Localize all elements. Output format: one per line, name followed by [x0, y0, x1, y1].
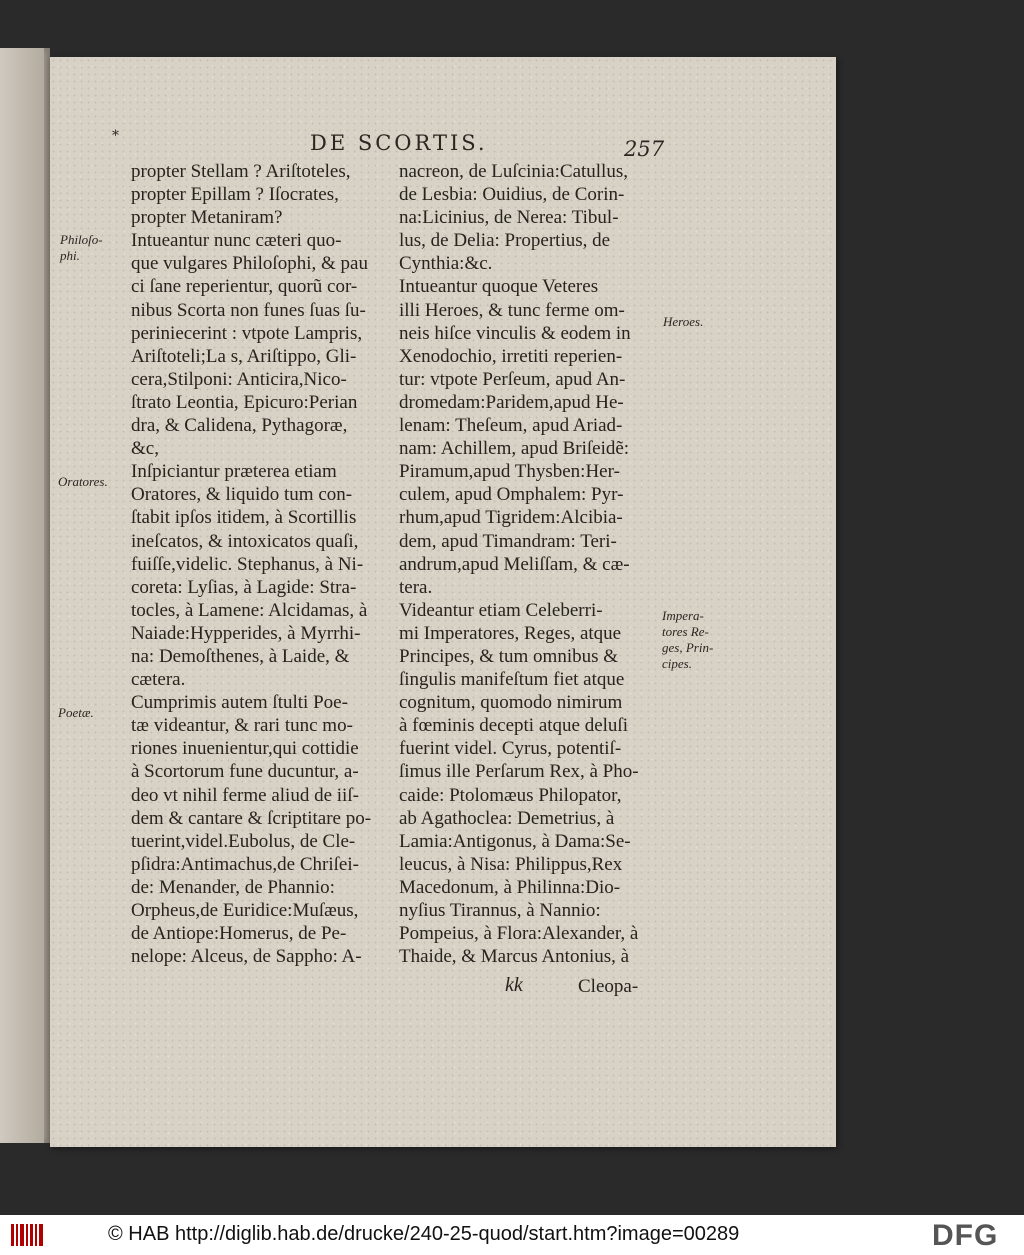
text-line: cognitum, quomodo nimirum [399, 692, 623, 714]
text-line: Oratores, & liquido tum con- [131, 484, 353, 506]
text-line: Intueantur quoque Veteres [399, 276, 599, 298]
text-line: propter Stellam ? Ariſtoteles, [131, 161, 351, 182]
text-line: propter Metaniram? [131, 207, 283, 229]
page-number: 257 [624, 137, 665, 161]
dfg-logo: DFG [932, 1219, 999, 1252]
margin-note-oratores: Oratores. [58, 474, 108, 489]
text-line: andrum,apud Meliſſam, & cæ- [399, 553, 630, 575]
facing-page-edge [0, 48, 50, 1143]
text-line: &c, [131, 438, 159, 460]
text-line: Cumprimis autem ſtulti Poe- [131, 692, 348, 714]
text-line: ci ſane reperientur, quorũ cor- [131, 276, 358, 298]
text-line: de: Menander, de Phannio: [131, 876, 335, 898]
text-line: lus, de Delia: Propertius, de [399, 230, 611, 252]
text-line: dem & cantare & ſcriptitare po- [131, 807, 372, 829]
text-line: Naiade:Hypperides, à Myrrhi- [131, 622, 361, 644]
text-line: de Antiope:Homerus, de Pe- [131, 923, 347, 945]
running-head: DE SCORTIS. [310, 131, 488, 155]
footer-bar [0, 1215, 1024, 1255]
footer-source-text: © HAB http://diglib.hab.de/drucke/240-25-quod/start.htm?image=00289 [108, 1223, 740, 1245]
text-line: cera,Stilponi: Anticira,Nico- [131, 368, 347, 390]
text-line: Inſpiciantur præterea etiam [131, 461, 337, 483]
text-line: na: Demoſthenes, à Laide, & [131, 645, 350, 667]
text-line: à fœminis decepti atque deluſi [399, 715, 628, 737]
text-line: riones inuenientur,qui cottidie [131, 738, 359, 760]
text-line: nam: Achillem, apud Briſeidẽ: [399, 438, 630, 460]
text-line: Macedonum, à Philinna:Dio- [399, 876, 621, 898]
text-line: ſimus ille Perſarum Rex, à Pho- [399, 761, 639, 783]
text-line: nacreon, de Luſcinia:Catullus, [399, 161, 628, 182]
text-line: dem, apud Timandram: Teri- [399, 530, 617, 552]
text-line: dromedam:Paridem,apud He- [399, 391, 624, 413]
text-line: Xenodochio, irretiti reperien- [399, 345, 623, 367]
text-line: mi Imperatores, Reges, atque [399, 622, 622, 644]
text-line: de Lesbia: Ouidius, de Corin- [399, 184, 625, 206]
text-line: nibus Scorta non funes ſuas ſu- [131, 299, 366, 321]
text-line: fuerint videl. Cyrus, potentiſ- [399, 738, 622, 760]
text-line: deo vt nihil ferme aliud de iiſ- [131, 784, 359, 806]
text-line: cætera. [131, 669, 186, 691]
text-line: Cynthia:&c. [399, 253, 493, 275]
text-line: à Scortorum fune ducuntur, a- [131, 761, 359, 783]
text-line: lenam: Theſeum, apud Ariad- [399, 415, 623, 437]
text-line: rhum,apud Tigridem:Alcibia- [399, 507, 623, 529]
text-line: Thaide, & Marcus Antonius, à [399, 946, 630, 968]
text-line: ſingulis manifeſtum fiet atque [399, 669, 625, 691]
text-line: ſtrato Leontia, Epicuro:Perian [131, 391, 358, 413]
text-line: neis hiſce vinculis & eodem in [399, 322, 631, 344]
text-line: Principes, & tum omnibus & [399, 645, 619, 667]
signature-mark: kk [505, 974, 523, 996]
text-line: Pompeius, à Flora:Alexander, à [399, 923, 639, 945]
hab-barcode-logo-icon [10, 1222, 46, 1248]
margin-note-poetae: Poetæ. [58, 705, 94, 720]
asterisk-mark: * [112, 128, 119, 144]
catchword: Cleopa- [578, 976, 639, 997]
text-line: culem, apud Omphalem: Pyr- [399, 484, 624, 506]
text-line: periniecerint : vtpote Lampris, [131, 322, 363, 344]
text-line: que vulgares Philoſophi, & pau [131, 253, 368, 275]
text-line: tuerint,videl.Eubolus, de Cle- [131, 830, 356, 852]
text-line: Ariſtoteli;La s, Ariſtippo, Gli- [131, 345, 357, 367]
text-line: ab Agathoclea: Demetrius, à [399, 807, 615, 829]
text-line: dra, & Calidena, Pythagoræ, [131, 415, 348, 437]
margin-note-philosophi: Philoſo- phi. [60, 232, 103, 263]
text-line: ſtabit ipſos itidem, à Scortillis [131, 507, 357, 529]
text-line: tæ videantur, & rari tunc mo- [131, 715, 353, 737]
text-line: ineſcatos, & intoxicatos quaſi, [131, 530, 359, 552]
text-line: Orpheus,de Euridice:Muſæus, [131, 900, 359, 921]
margin-note-imperatores: Impera- tores Re- ges, Prin- cipes. [662, 608, 714, 671]
text-line: Videantur etiam Celeberri- [399, 599, 603, 621]
margin-note-heroes: Heroes. [663, 314, 704, 329]
text-line: Intueantur nunc cæteri quo- [131, 230, 342, 252]
text-line: Lamia:Antigonus, à Dama:Se- [399, 830, 631, 852]
text-line: pſidra:Antimachus,de Chriſei- [131, 853, 359, 875]
text-line: tur: vtpote Perſeum, apud An- [399, 368, 626, 390]
right-text-column [399, 160, 661, 968]
left-text-column [131, 160, 387, 968]
text-line: Piramum,apud Thysben:Her- [399, 461, 620, 483]
text-line: nelope: Alceus, de Sappho: A- [131, 946, 362, 968]
text-line: coreta: Lyſias, à Lagide: Stra- [131, 576, 357, 598]
text-line: fuiſſe,videlic. Stephanus, à Ni- [131, 553, 364, 575]
text-line: na:Licinius, de Nerea: Tibul- [399, 207, 619, 229]
text-line: tera. [399, 576, 433, 598]
text-line: leucus, à Nisa: Philippus,Rex [399, 853, 623, 875]
text-line: tocles, à Lamene: Alcidamas, à [131, 599, 368, 621]
text-line: caide: Ptolomæus Philopator, [399, 784, 622, 806]
text-line: propter Epillam ? Iſocrates, [131, 184, 339, 206]
text-line: nyſius Tirannus, à Nannio: [399, 900, 601, 921]
text-line: illi Heroes, & tunc ferme om- [399, 299, 625, 321]
